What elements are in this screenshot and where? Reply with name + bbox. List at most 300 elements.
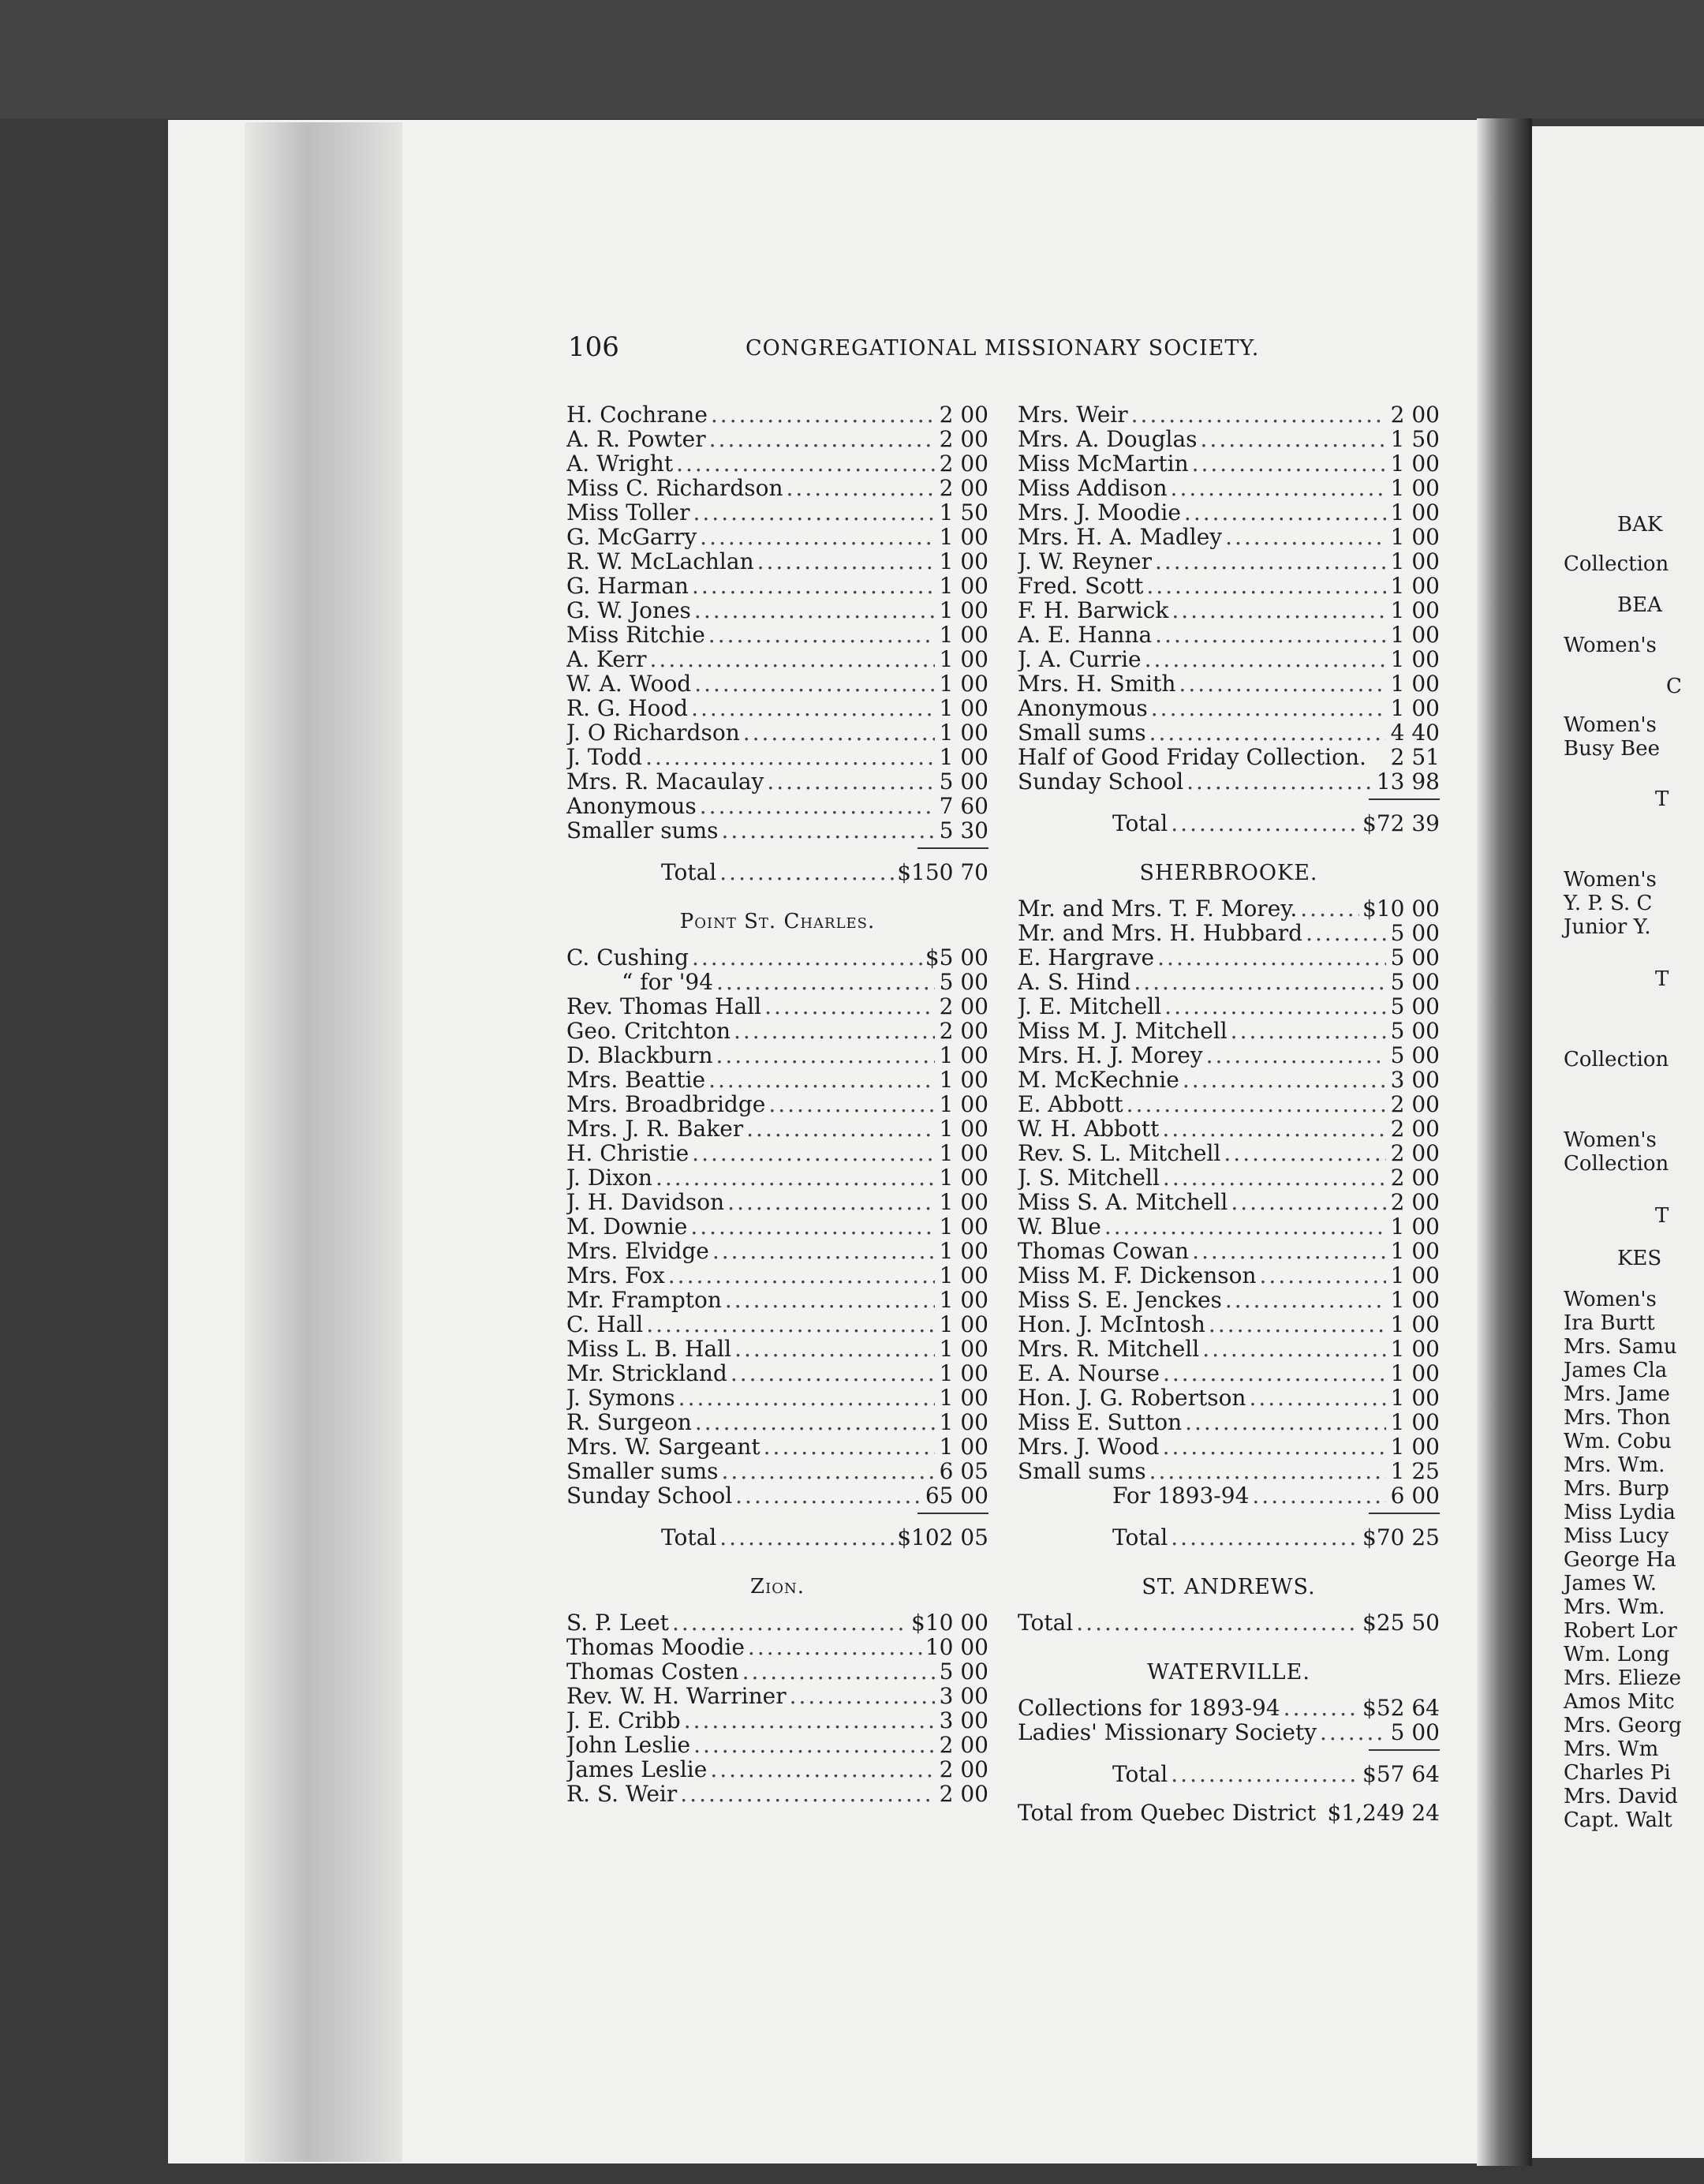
contributor-name: J. S. Mitchell — [1018, 1165, 1160, 1190]
leader-dots — [790, 1684, 935, 1708]
contributor-name: E. A. Nourse — [1018, 1361, 1160, 1386]
contributor-name: Mr. Frampton — [566, 1288, 722, 1312]
contributor-name: Thomas Costen — [566, 1659, 739, 1684]
contributor-name: Miss E. Sutton — [1018, 1410, 1183, 1434]
leader-dots — [1209, 1312, 1386, 1337]
total-rule — [917, 847, 988, 849]
amount: 1 00 — [939, 696, 988, 720]
amount: 2 00 — [939, 994, 988, 1019]
list-item — [566, 1361, 988, 1386]
contributor-name: Rev. S. L. Mitchell — [1018, 1141, 1221, 1165]
book-gutter — [1477, 118, 1532, 2166]
leader-dots — [1164, 994, 1386, 1019]
leader-dots — [1155, 623, 1386, 647]
amount: 1 00 — [1390, 623, 1440, 647]
amount: 2 00 — [1390, 402, 1440, 427]
contributor-name: Mrs. A. Douglas — [1018, 427, 1198, 451]
amount: 2 00 — [1390, 1141, 1440, 1165]
amount: 2 00 — [939, 1757, 988, 1782]
list-item — [566, 671, 988, 696]
leader-dots — [708, 1068, 935, 1092]
contributor-name: Small sums — [1018, 1459, 1146, 1483]
contributor-name: Collections for 1893-94 — [1018, 1696, 1280, 1720]
contributor-name: Miss M. J. Mitchell — [1018, 1019, 1228, 1043]
leader-dots — [676, 451, 935, 476]
right-page-text: Amos Mitc — [1564, 1690, 1675, 1714]
list-item — [566, 1757, 988, 1782]
contributor-name: Mr. Strickland — [566, 1361, 727, 1386]
leader-dots — [700, 525, 935, 549]
amount: 1 00 — [939, 1068, 988, 1092]
leader-dots — [1171, 1525, 1359, 1550]
contributor-name: E. Hargrave — [1018, 945, 1155, 970]
contributor-name: Mrs. Beattie — [566, 1068, 706, 1092]
amount: 1 00 — [1390, 647, 1440, 671]
list-item — [566, 1068, 988, 1092]
leader-dots — [716, 1043, 936, 1068]
list-item — [566, 818, 988, 843]
leader-dots — [1192, 451, 1386, 476]
leader-dots — [1201, 427, 1386, 451]
leader-dots — [748, 1635, 922, 1659]
amount: $52 64 — [1362, 1696, 1440, 1720]
amount: 1 00 — [939, 1386, 988, 1410]
total-amount: $57 64 — [1362, 1761, 1440, 1787]
list-item — [566, 402, 988, 427]
contributor-name: Half of Good Friday Collection. — [1018, 745, 1366, 769]
contributor-name: Mrs. R. Macaulay — [566, 769, 764, 794]
contributor-name: E. Abbott — [1018, 1092, 1123, 1116]
contributor-name: Anonymous — [1018, 696, 1148, 720]
leader-dots — [1185, 1410, 1386, 1434]
list-item — [1018, 720, 1440, 745]
total-row — [1018, 1525, 1440, 1550]
list-item — [566, 549, 988, 574]
amount: 6 00 — [1390, 1483, 1440, 1508]
leader-dots — [1260, 1263, 1386, 1288]
contributor-name: G. W. Jones — [566, 598, 691, 623]
right-page-text: Mrs. Samu — [1564, 1335, 1677, 1359]
amount: 1 00 — [1390, 525, 1440, 549]
contributor-name: Mrs. Weir — [1018, 402, 1128, 427]
leader-dots — [645, 745, 935, 769]
amount: 1 00 — [939, 1434, 988, 1459]
contributor-name: Miss McMartin — [1018, 451, 1189, 476]
leader-dots — [1172, 598, 1386, 623]
page-number: 106 — [568, 331, 619, 363]
list-item — [566, 970, 988, 994]
contributor-name: F. H. Barwick — [1018, 598, 1169, 623]
contributor-name: Mrs. R. Mitchell — [1018, 1337, 1200, 1361]
list-item — [566, 794, 988, 818]
contributor-name: R. Surgeon — [566, 1410, 692, 1434]
list-item — [1018, 921, 1440, 945]
leader-dots — [1162, 1116, 1386, 1141]
contributor-name: J. Dixon — [566, 1165, 652, 1190]
list-item — [566, 1410, 988, 1434]
amount: 1 00 — [939, 1288, 988, 1312]
list-item — [566, 1434, 988, 1459]
list-item — [566, 1459, 988, 1483]
leader-dots — [693, 500, 936, 525]
total-amount: $70 25 — [1362, 1524, 1440, 1550]
leader-dots — [1179, 671, 1386, 696]
leader-dots — [1206, 1043, 1386, 1068]
amount: 2 00 — [939, 427, 988, 451]
contributor-name: W. A. Wood — [566, 671, 692, 696]
amount: 3 00 — [1390, 1068, 1440, 1092]
amount: 1 00 — [1390, 1239, 1440, 1263]
leader-dots — [734, 1019, 935, 1043]
total-amount: $25 50 — [1362, 1610, 1440, 1635]
list-item — [1018, 647, 1440, 671]
list-item — [1018, 623, 1440, 647]
list-item — [1018, 1386, 1440, 1410]
amount: 1 00 — [1390, 1263, 1440, 1288]
contributor-name: Thomas Moodie — [566, 1635, 745, 1659]
leader-dots — [672, 1610, 908, 1635]
amount: 1 00 — [939, 549, 988, 574]
contributor-name: John Leslie — [566, 1733, 691, 1757]
amount: 1 00 — [939, 623, 988, 647]
contributor-name: A. Kerr — [566, 647, 647, 671]
list-item — [1018, 994, 1440, 1019]
leader-dots — [742, 1659, 935, 1684]
leader-dots — [1225, 1288, 1386, 1312]
leader-dots — [757, 549, 935, 574]
contributor-name: J. E. Mitchell — [1018, 994, 1162, 1019]
list-item — [566, 696, 988, 720]
leader-dots — [1145, 647, 1386, 671]
amount: 1 00 — [1390, 696, 1440, 720]
list-item — [1018, 1361, 1440, 1386]
amount: 1 00 — [1390, 1386, 1440, 1410]
list-item — [1018, 1141, 1440, 1165]
amount: 2 00 — [939, 1019, 988, 1043]
contributor-name: Miss L. B. Hall — [566, 1337, 732, 1361]
list-item — [566, 1092, 988, 1116]
contributor-name: A. E. Hanna — [1018, 623, 1153, 647]
list-item — [566, 1312, 988, 1337]
amount: 1 00 — [939, 525, 988, 549]
list-item — [1018, 896, 1440, 921]
right-page-text: BEA — [1617, 593, 1662, 617]
contributor-name: W. Blue — [1018, 1214, 1101, 1239]
total-row — [1018, 811, 1440, 836]
right-page-text: Mrs. Burp — [1564, 1477, 1669, 1501]
amount: 1 00 — [1390, 1214, 1440, 1239]
leader-dots — [1171, 1762, 1359, 1786]
contributor-name: C. Cushing — [566, 945, 689, 970]
contributor-name: Mrs. H. A. Madley — [1018, 525, 1223, 549]
contributor-name: J. O Richardson — [566, 720, 740, 745]
contributor-name: Mrs. J. Moodie — [1018, 500, 1181, 525]
list-item — [1018, 1696, 1440, 1720]
amount: 1 00 — [939, 1361, 988, 1386]
leader-dots — [1320, 1720, 1386, 1745]
leader-dots — [1163, 1434, 1386, 1459]
amount: 1 00 — [1390, 1434, 1440, 1459]
contributor-name: J. A. Currie — [1018, 647, 1142, 671]
total-rule — [1369, 1513, 1440, 1514]
leader-dots — [650, 647, 935, 671]
leader-dots — [1300, 896, 1359, 921]
leader-dots — [787, 476, 935, 500]
contributor-name: For 1893-94 — [1112, 1483, 1250, 1508]
list-item — [566, 500, 988, 525]
amount: 5 00 — [1390, 1043, 1440, 1068]
contributor-name: Mrs. Broadbridge — [566, 1092, 766, 1116]
list-item — [566, 769, 988, 794]
leader-dots — [668, 1263, 935, 1288]
right-page-text: Women's — [1564, 868, 1657, 892]
amount: 2 00 — [939, 476, 988, 500]
list-item — [1018, 1288, 1440, 1312]
right-page-text: Collection — [1564, 552, 1669, 576]
list-item — [1018, 574, 1440, 598]
right-page-text: Junior Y. — [1564, 915, 1651, 939]
leader-dots — [764, 994, 935, 1019]
list-item — [1018, 402, 1440, 427]
amount: 1 00 — [1390, 476, 1440, 500]
right-page-text: Mrs. Wm — [1564, 1737, 1659, 1761]
list-item — [1018, 1312, 1440, 1337]
contributor-name: H. Christie — [566, 1141, 689, 1165]
list-item — [1018, 745, 1440, 769]
list-item — [566, 427, 988, 451]
list-item — [566, 451, 988, 476]
leader-dots — [722, 818, 935, 843]
leader-dots — [692, 1141, 935, 1165]
right-page-text: BAK — [1617, 513, 1663, 537]
leader-dots — [1224, 1141, 1386, 1165]
total-rule — [1369, 798, 1440, 800]
district-total-label: Total from Quebec District — [1018, 1801, 1317, 1825]
list-item — [566, 1141, 988, 1165]
list-item — [1018, 671, 1440, 696]
amount: 4 40 — [1390, 720, 1440, 745]
amount: 5 00 — [1390, 921, 1440, 945]
amount: 6 05 — [939, 1459, 988, 1483]
list-item — [1018, 1337, 1440, 1361]
leader-dots — [690, 1214, 935, 1239]
amount: 2 51 — [1390, 745, 1440, 769]
leader-dots — [1155, 549, 1386, 574]
leader-dots — [1284, 1696, 1359, 1720]
leader-dots — [1183, 1068, 1386, 1092]
contributor-name: S. P. Leet — [566, 1610, 669, 1635]
leader-dots — [722, 1459, 935, 1483]
leader-dots — [691, 696, 935, 720]
amount: 1 00 — [939, 1239, 988, 1263]
left-column — [566, 402, 988, 1806]
leader-dots — [1231, 1190, 1386, 1214]
right-page-text: Charles Pi — [1564, 1761, 1671, 1785]
leader-dots — [734, 1337, 935, 1361]
amount: 1 00 — [1390, 598, 1440, 623]
amount: 2 00 — [1390, 1092, 1440, 1116]
leader-dots — [1225, 525, 1386, 549]
list-item — [566, 1239, 988, 1263]
leader-dots — [700, 794, 935, 818]
leader-dots — [680, 1782, 935, 1806]
total-amount: $72 39 — [1362, 810, 1440, 836]
list-item — [1018, 1116, 1440, 1141]
contributor-name: Smaller sums — [566, 1459, 719, 1483]
contributor-name: Mrs. J. R. Baker — [566, 1116, 744, 1141]
amount: 10 00 — [925, 1635, 988, 1659]
amount: 1 00 — [939, 1092, 988, 1116]
amount: 1 00 — [939, 1141, 988, 1165]
list-item — [566, 1635, 988, 1659]
amount: 1 00 — [1390, 1337, 1440, 1361]
amount: 2 00 — [1390, 1116, 1440, 1141]
right-page-text: T — [1655, 967, 1669, 991]
contributor-name: H. Cochrane — [566, 402, 708, 427]
amount: 2 00 — [939, 1782, 988, 1806]
list-item — [566, 994, 988, 1019]
right-page-text: Mrs. Jame — [1564, 1382, 1670, 1406]
leader-dots — [1184, 500, 1386, 525]
contributor-name: J. H. Davidson — [566, 1190, 725, 1214]
amount: 5 00 — [1390, 970, 1440, 994]
contributor-name: Smaller sums — [566, 818, 719, 843]
total-label: Total — [1112, 810, 1168, 836]
list-item — [1018, 476, 1440, 500]
right-page-text: Collection — [1564, 1048, 1669, 1071]
right-page-text: Robert Lor — [1564, 1619, 1677, 1643]
list-item — [1018, 970, 1440, 994]
right-page-text: George Ha — [1564, 1548, 1676, 1572]
list-item — [1018, 769, 1440, 794]
list-item — [566, 1116, 988, 1141]
contributor-name: M. Downie — [566, 1214, 688, 1239]
amount: 1 00 — [939, 1410, 988, 1434]
contributor-name: M. McKechnie — [1018, 1068, 1179, 1092]
right-page-text: James W. — [1564, 1572, 1657, 1595]
right-page-text: Mrs. Wm. — [1564, 1453, 1665, 1477]
total-label: Total — [1112, 1761, 1168, 1787]
total-row — [566, 860, 988, 884]
list-item — [1018, 1190, 1440, 1214]
leader-dots — [1149, 1459, 1386, 1483]
amount: 1 00 — [1390, 574, 1440, 598]
list-item — [1018, 451, 1440, 476]
total-label: Total — [1018, 1610, 1074, 1635]
right-page-text: Busy Bee — [1564, 737, 1661, 761]
amount: 2 00 — [939, 402, 988, 427]
leader-dots — [1157, 945, 1386, 970]
list-item — [1018, 1068, 1440, 1092]
right-page-text: Y. P. S. C — [1564, 892, 1653, 915]
total-label: Total — [1112, 1524, 1168, 1550]
amount: 1 00 — [939, 1263, 988, 1288]
amount: 1 00 — [939, 647, 988, 671]
amount: 1 00 — [1390, 451, 1440, 476]
leader-dots — [1252, 1483, 1386, 1508]
contributor-name: Mrs. W. Sargeant — [566, 1434, 760, 1459]
amount: 13 98 — [1376, 769, 1440, 794]
leader-dots — [684, 1708, 935, 1733]
leader-dots — [731, 1361, 935, 1386]
amount: 3 00 — [939, 1708, 988, 1733]
leader-dots — [678, 1386, 935, 1410]
amount: 65 00 — [925, 1483, 988, 1508]
contributor-name: Miss Ritchie — [566, 623, 705, 647]
right-page-text: Mrs. Georg — [1564, 1714, 1682, 1737]
leader-dots — [719, 860, 894, 884]
section-heading: Point St. Charles. — [679, 910, 876, 933]
list-item — [566, 1165, 988, 1190]
right-page-text: Wm. Long — [1564, 1643, 1670, 1666]
contributor-name: Mrs. H. J. Morey — [1018, 1043, 1203, 1068]
contributor-name: J. W. Reyner — [1018, 549, 1152, 574]
contributor-name: Miss Toller — [566, 500, 690, 525]
contributor-name: D. Blackburn — [566, 1043, 713, 1068]
leader-dots — [709, 427, 935, 451]
amount: $10 00 — [911, 1610, 988, 1635]
contributor-name: Mrs. Fox — [566, 1263, 665, 1288]
list-item — [566, 1782, 988, 1806]
total-amount: $150 70 — [897, 859, 988, 885]
leader-dots — [1076, 1610, 1359, 1635]
leader-dots — [727, 1190, 935, 1214]
right-page-text: Collection — [1564, 1152, 1669, 1176]
leader-dots — [1131, 402, 1386, 427]
leader-dots — [1149, 720, 1386, 745]
right-page-text: Mrs. Elieze — [1564, 1666, 1682, 1690]
right-page-text: Women's — [1564, 1128, 1657, 1152]
contributor-name: Mr. and Mrs. H. Hubbard — [1018, 921, 1303, 945]
list-item — [566, 1214, 988, 1239]
leader-dots — [692, 945, 922, 970]
list-item — [566, 1043, 988, 1068]
right-page-text: Women's — [1564, 1288, 1657, 1311]
list-item — [566, 598, 988, 623]
amount: 1 00 — [1390, 500, 1440, 525]
contributor-name: Rev. W. H. Warriner — [566, 1684, 787, 1708]
amount: 2 00 — [939, 1733, 988, 1757]
list-item — [566, 476, 988, 500]
amount: 5 00 — [939, 1659, 988, 1684]
total-row — [566, 1525, 988, 1550]
right-page-text: Women's — [1564, 634, 1657, 657]
list-item — [1018, 1092, 1440, 1116]
section-heading: WATERVILLE. — [1147, 1660, 1310, 1685]
total-label: Total — [661, 1524, 717, 1550]
list-item — [1018, 1483, 1440, 1508]
amount: 1 00 — [939, 1043, 988, 1068]
section-heading: SHERBROOKE. — [1139, 861, 1318, 885]
amount: 1 00 — [939, 574, 988, 598]
total-label: Total — [661, 859, 717, 885]
total-rule — [917, 1513, 988, 1514]
list-item — [1018, 945, 1440, 970]
amount: 1 00 — [1390, 1410, 1440, 1434]
amount: 1 00 — [939, 1337, 988, 1361]
list-item — [566, 1684, 988, 1708]
amount: 1 00 — [1390, 549, 1440, 574]
amount: $5 00 — [925, 945, 988, 970]
amount: 1 00 — [1390, 1312, 1440, 1337]
right-page-text: Mrs. Thon — [1564, 1406, 1671, 1430]
amount: 1 00 — [939, 745, 988, 769]
leader-dots — [711, 402, 935, 427]
amount: $10 00 — [1362, 896, 1440, 921]
amount: 1 50 — [1390, 427, 1440, 451]
leader-dots — [1171, 811, 1359, 836]
right-page-text: Mrs. Wm. — [1564, 1595, 1665, 1619]
